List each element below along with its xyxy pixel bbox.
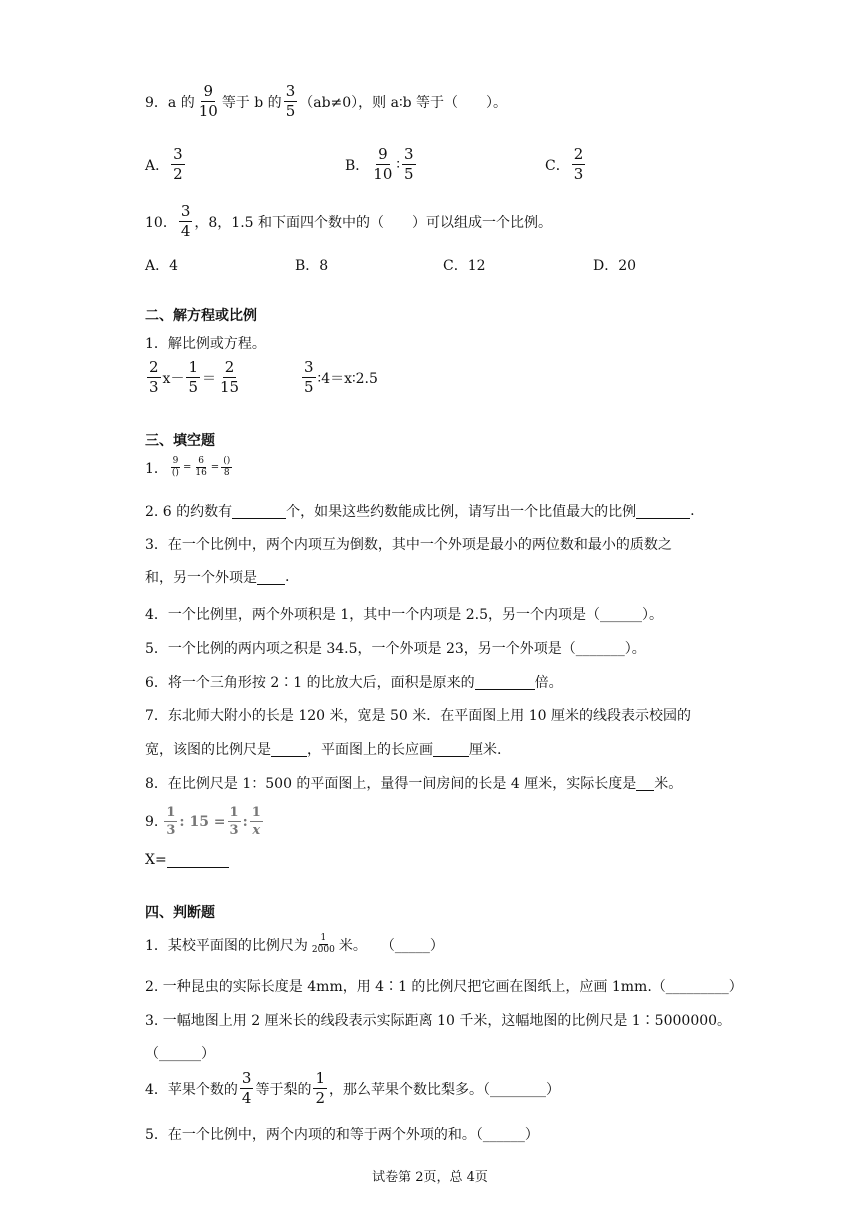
q10-fraction: $\frac{3}{4}$ [180,202,191,240]
sec3-q4: 4．一个比例里，两个外项积是 1，其中一个内项是 2.5，另一个内项是（______）。 [145,607,663,623]
sec3-q8: 8．在比例尺是 1：500 的平面图上，量得一间房间的长是 4 厘米，实际长度是 米。 [145,776,683,792]
answer-blank[interactable] [167,853,229,868]
sec3-q9-answer: X= [145,852,229,868]
sec3-q2: 2. 6 的约数有 个，如果这些约数能成比例，请写出一个比值最大的比例 . [145,503,695,520]
q9-text-1: a 的 [167,94,195,111]
q9-fraction-1: $\frac{9}{10}$ [198,82,218,120]
answer-blank[interactable] [257,570,285,585]
page-footer: 试卷第 2页，总 4页 [372,1170,488,1185]
sec4-q1: 1．某校平面图的比例尺为 $\frac{1}{2000}$ 米。 （_____） [145,933,444,955]
answer-blank[interactable] [232,504,286,519]
answer-blank[interactable] [636,504,690,519]
sec3-q9: 9. $\frac{1}{3}$ : 15 = $\frac{1}{3}$ : $\frac{1}{x}$ [145,805,261,838]
q9-option-c: C． $\frac{2}{3}$ [545,145,584,183]
q9-option-b: B． $\frac{9}{10}$ ∶ $\frac{3}{5}$ [345,145,414,183]
sec2-q1: 1．解比例或方程。 [145,336,266,352]
q9-text-2: 等于 b 的 [221,94,282,111]
q9-number: 9． [145,94,168,111]
sec2-equation-2: $\frac{3}{5}$ ∶4＝x∶2.5 [304,358,378,396]
sec3-q1: 1． $\frac{9}{()}$ = $\frac{6}{16}$ = $\frac{()}{8}$ [145,456,231,478]
sec4-q3-line1: 3. 一幅地图上用 2 厘米长的线段表示实际距离 10 千米，这幅地图的比例尺是 1∶5000000。 [145,1013,732,1029]
section-3-title: 三、填空题 [145,433,215,449]
sec3-q7-line1: 7．东北师大附小的长是 120 米，宽是 50 米．在平面图上用 10 厘米的线段表示校园的 [145,708,691,724]
sec4-q5: 5．在一个比例中，两个内项的和等于两个外项的和。（______） [145,1127,539,1143]
q9-stem [145,84,507,119]
section-2-title: 二、解方程或比例 [145,308,257,324]
answer-blank[interactable] [475,675,535,690]
q10-option-a: A．4 [145,258,179,274]
sec3-q3-line2: 和，另一个外项是 . [145,569,290,586]
sec3-q7-line2: 宽，该图的比例尺是 ，平面图上的长应画 厘米. [145,742,502,758]
answer-blank[interactable] [271,742,307,757]
sec3-q5: 5．一个比例的两内项之积是 34.5，一个外项是 23，另一个外项是（_______）。 [145,641,646,657]
q10-option-d: D．20 [593,258,637,274]
sec3-q3-line1: 3．在一个比例中，两个内项互为倒数，其中一个外项是最小的两位数和最小的质数之 [145,537,672,553]
q10-stem: 10． $\frac{3}{4}$ ，8，1.5 和下面四个数中的（ ）可以组成一个比例。 [145,202,552,240]
q9-text-3: （ab≠0），则 a∶b 等于（ ）。 [299,94,508,111]
q9-fraction-2: $\frac{3}{5}$ [285,82,296,120]
q9-option-a: A． $\frac{3}{2}$ [145,145,183,183]
answer-blank[interactable] [636,776,654,791]
section-4-title: 四、判断题 [145,905,215,921]
sec4-q2: 2. 一种昆虫的实际长度是 4mm，用 4∶1 的比例尺把它画在图纸上，应画 1mm.（_________） [145,979,743,995]
sec4-q4: 4．苹果个数的 $\frac{3}{4}$ 等于梨的 $\frac{1}{2}$ ，那么苹果个数比梨多。（________） [145,1069,561,1107]
sec3-q6: 6．将一个三角形按 2∶1 的比放大后，面积是原来的 倍。 [145,675,563,691]
sec2-equation-1: $\frac{2}{3}$ x－ $\frac{1}{5}$ ＝ $\frac{2}{15}$ [149,358,240,396]
answer-blank[interactable] [433,742,469,757]
sec4-q3-line2: （______） [145,1046,215,1062]
q10-option-c: C．12 [443,258,486,274]
q10-option-b: B．8 [295,258,329,274]
